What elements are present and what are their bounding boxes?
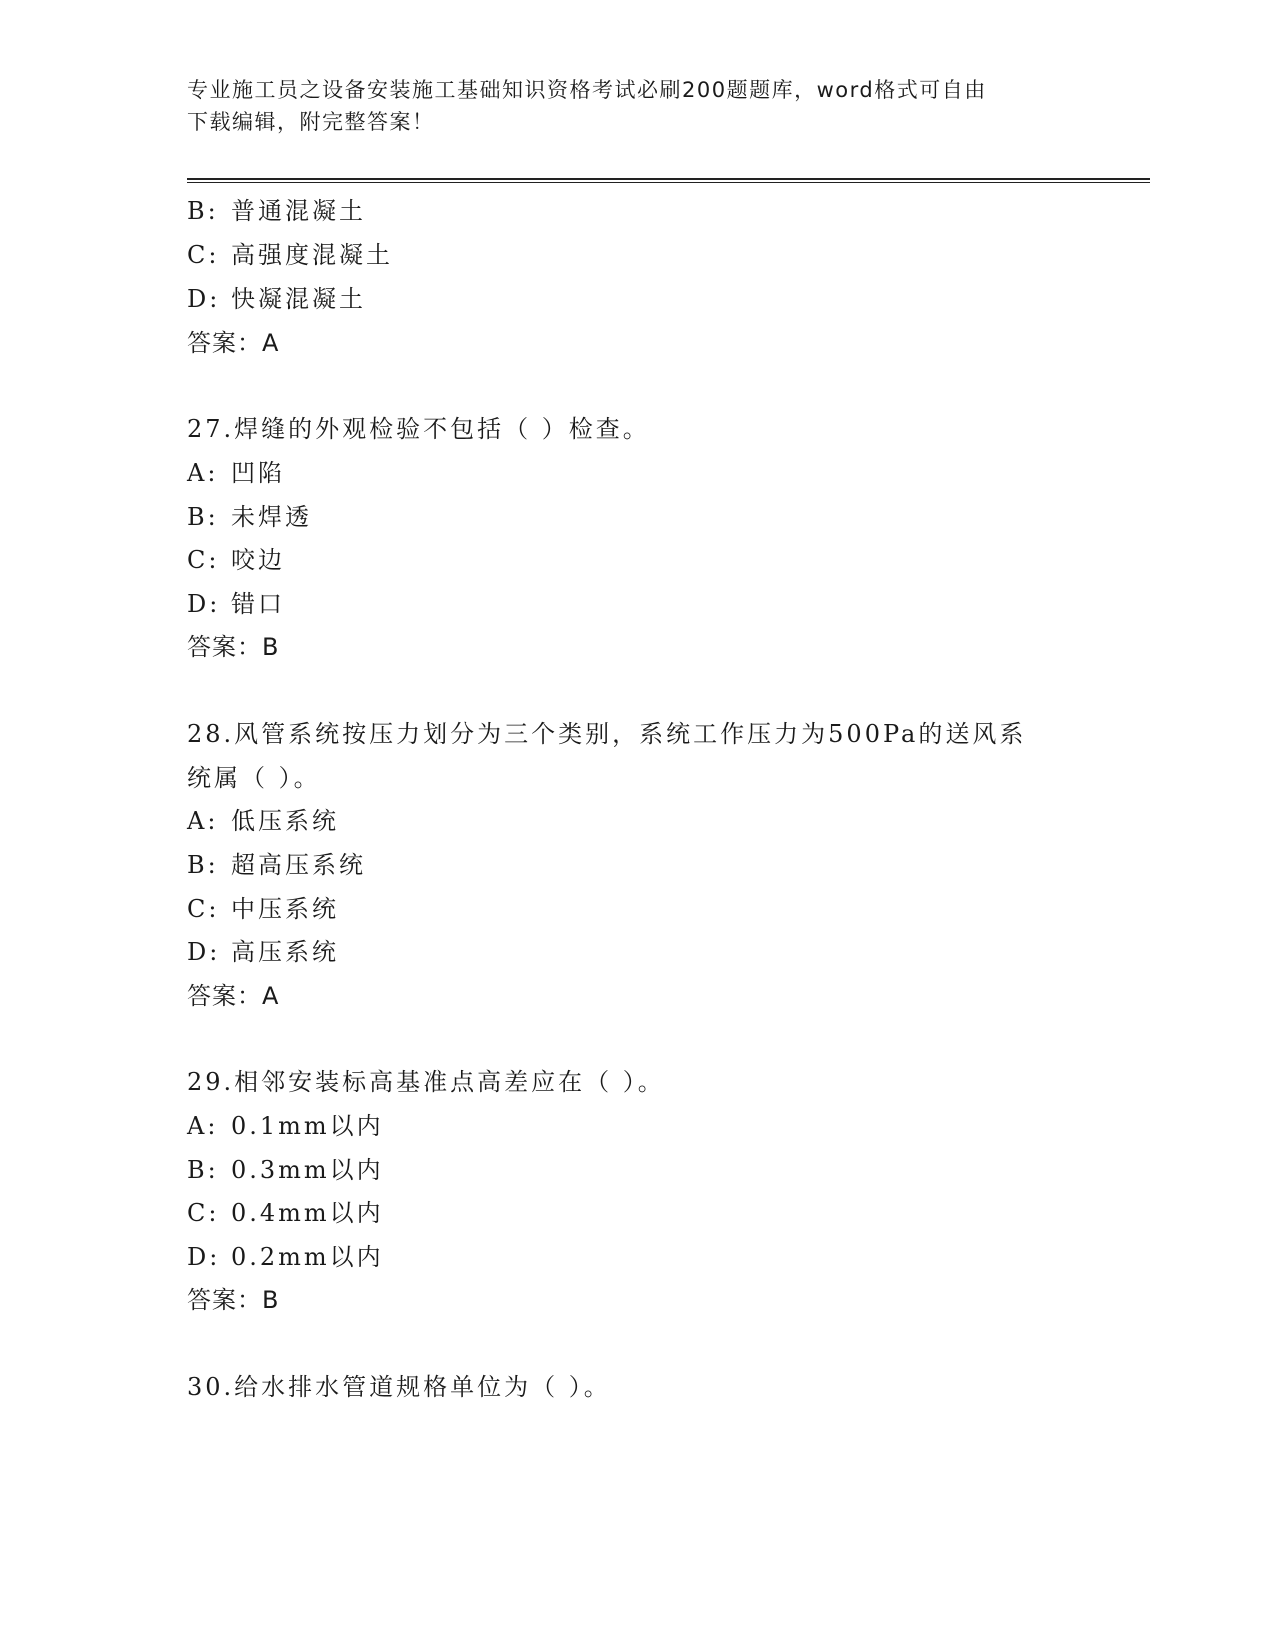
q28-option-d bbox=[187, 932, 339, 967]
option-key: A: bbox=[187, 807, 219, 835]
q28-question-line-1: 28.风管系统按压力划分为三个类别，系统工作压力为500Pa的送风系 bbox=[187, 720, 1027, 748]
q29-question: 29.相邻安装标高基准点高差应在（ ）。 bbox=[187, 1068, 665, 1096]
option-key: C: bbox=[187, 241, 220, 269]
q28-answer: 答案：A bbox=[187, 982, 280, 1010]
q26-option-c bbox=[187, 235, 393, 270]
option-key: B: bbox=[187, 197, 219, 225]
q27-question: 27.焊缝的外观检验不包括（ ）检查。 bbox=[187, 415, 650, 443]
option-text: 快凝混凝土 bbox=[231, 285, 366, 313]
option-text: 错口 bbox=[231, 590, 285, 618]
header-divider-thick bbox=[187, 178, 1150, 180]
q27-option-d bbox=[187, 584, 285, 619]
option-text: 咬边 bbox=[231, 546, 285, 574]
option-text: 0.2mm以内 bbox=[231, 1243, 384, 1271]
q28-option-a bbox=[187, 801, 339, 836]
q27-option-a bbox=[187, 453, 285, 488]
option-key: A: bbox=[187, 1112, 219, 1140]
option-text: 普通混凝土 bbox=[231, 197, 366, 225]
q29-option-a bbox=[187, 1106, 384, 1141]
option-key: D: bbox=[187, 590, 221, 618]
q26-option-b bbox=[187, 191, 366, 226]
option-key: C: bbox=[187, 895, 220, 923]
option-key: B: bbox=[187, 503, 219, 531]
option-key: A: bbox=[187, 459, 219, 487]
option-key: C: bbox=[187, 546, 220, 574]
q28-option-c bbox=[187, 889, 339, 924]
q29-option-d bbox=[187, 1237, 384, 1272]
document-header bbox=[187, 74, 1067, 138]
option-text: 0.1mm以内 bbox=[231, 1112, 384, 1140]
option-text: 中压系统 bbox=[231, 895, 339, 923]
option-text: 低压系统 bbox=[231, 807, 339, 835]
q30-question: 30.给水排水管道规格单位为（ ）。 bbox=[187, 1373, 611, 1401]
option-text: 高压系统 bbox=[231, 938, 339, 966]
q29-answer: 答案：B bbox=[187, 1286, 280, 1314]
q28-option-b bbox=[187, 845, 366, 880]
option-text: 超高压系统 bbox=[231, 851, 366, 879]
header-line-2: 下载编辑，附完整答案！ bbox=[187, 110, 435, 134]
option-text: 0.3mm以内 bbox=[231, 1156, 384, 1184]
q28-question-line-2: 统属（ ）。 bbox=[187, 764, 321, 792]
q27-option-b bbox=[187, 497, 312, 532]
header-divider-thin bbox=[187, 182, 1150, 183]
header-line-1: 专业施工员之设备安装施工基础知识资格考试必刷200题题库，word格式可自由 bbox=[187, 78, 987, 102]
q27-option-c bbox=[187, 540, 285, 575]
option-key: D: bbox=[187, 285, 221, 313]
q27-answer: 答案：B bbox=[187, 633, 280, 661]
option-key: B: bbox=[187, 1156, 219, 1184]
option-key: D: bbox=[187, 1243, 221, 1271]
option-text: 未焊透 bbox=[231, 503, 312, 531]
q29-option-b bbox=[187, 1150, 384, 1185]
option-text: 0.4mm以内 bbox=[231, 1199, 384, 1227]
q26-option-d bbox=[187, 279, 366, 314]
q29-option-c bbox=[187, 1193, 384, 1228]
option-text: 凹陷 bbox=[231, 459, 285, 487]
option-key: D: bbox=[187, 938, 221, 966]
option-key: C: bbox=[187, 1199, 220, 1227]
q26-answer: 答案：A bbox=[187, 329, 280, 357]
option-key: B: bbox=[187, 851, 219, 879]
option-text: 高强度混凝土 bbox=[231, 241, 393, 269]
